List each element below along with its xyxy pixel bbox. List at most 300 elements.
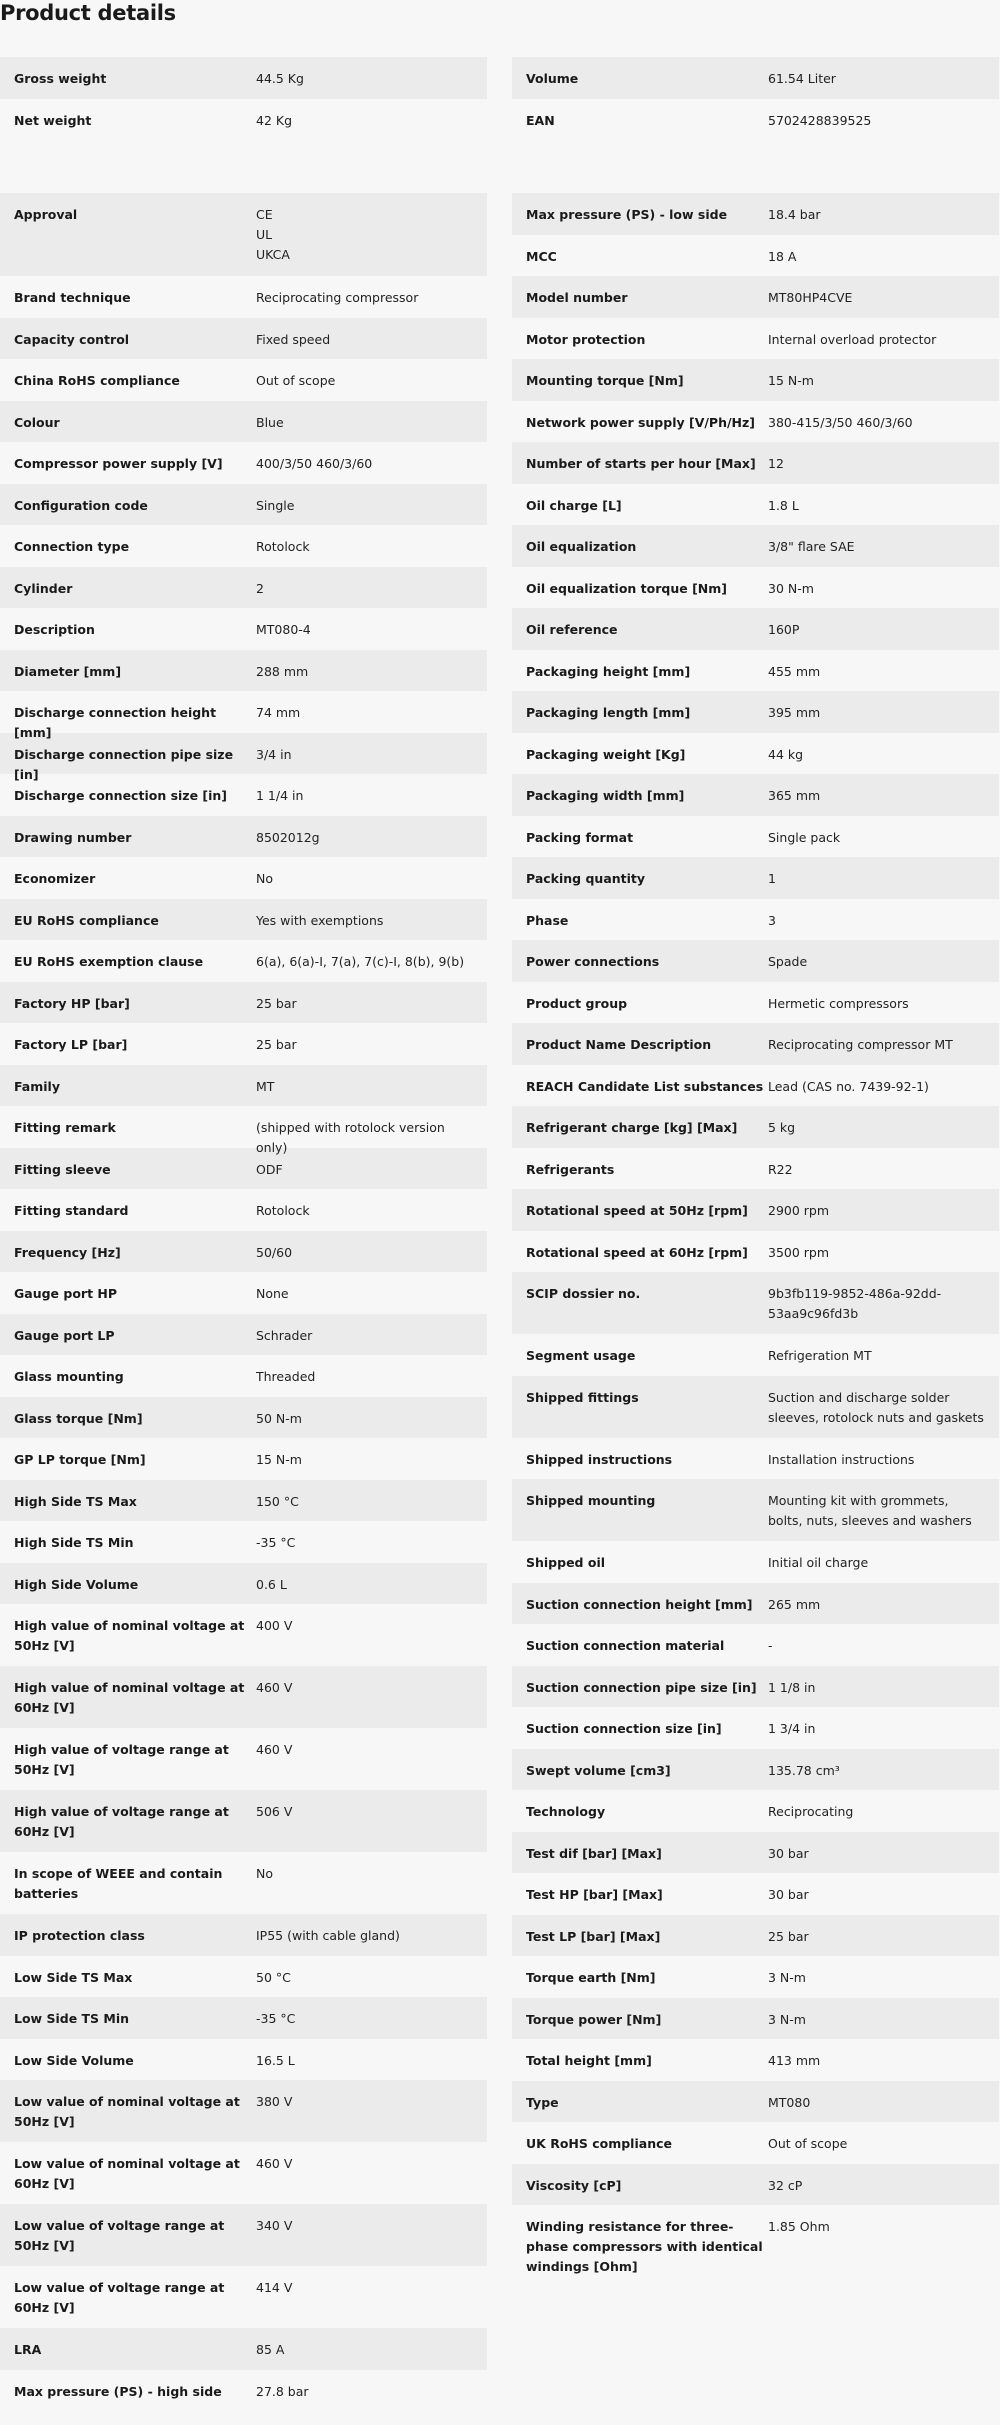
- spec-row: [512, 1915, 999, 1957]
- spec-value: MT080: [768, 2094, 811, 2110]
- spec-value: Refrigeration MT: [768, 1348, 872, 1363]
- spec-row: [512, 857, 999, 899]
- spec-label: LRA: [14, 2342, 42, 2357]
- spec-label: Technology: [526, 1804, 606, 1819]
- spec-value: ODF: [256, 1161, 283, 1177]
- spec-value: 265 mm: [768, 1596, 821, 1612]
- spec-label: China RoHS compliance: [14, 373, 180, 388]
- spec-label: Total height [mm]: [526, 2053, 652, 2068]
- spec-value: 32 cP: [768, 2177, 803, 2193]
- spec-value: Initial oil charge: [768, 1555, 869, 1570]
- spec-value: Rotolock: [256, 539, 310, 554]
- spec-row: [0, 525, 487, 567]
- spec-value: 1 3/4 in: [768, 1721, 816, 1736]
- spec-value: 460 V: [256, 1742, 293, 1757]
- spec-row: [512, 1479, 999, 1541]
- spec-row: [0, 982, 487, 1024]
- spec-value: Out of scope: [256, 373, 336, 388]
- spec-row: [512, 899, 999, 941]
- spec-row: [0, 1666, 487, 1728]
- spec-value: 25 bar: [256, 995, 297, 1011]
- spec-row: [512, 1148, 999, 1190]
- spec-value: CE UL UKCA: [256, 207, 290, 262]
- spec-label: Oil equalization: [526, 539, 637, 554]
- spec-value: 413 mm: [768, 2053, 821, 2068]
- spec-value: Threaded: [256, 1369, 316, 1384]
- spec-row: [512, 525, 999, 567]
- spec-label: Glass mounting: [14, 1369, 124, 1384]
- spec-label: Glass torque [Nm]: [14, 1410, 143, 1426]
- spec-value: 30 bar: [768, 1845, 809, 1861]
- spec-label: SCIP dossier no.: [526, 1286, 641, 1301]
- spec-row: [0, 1272, 487, 1314]
- spec-value: 150 °C: [256, 1493, 299, 1509]
- spec-value: -: [768, 1638, 773, 1653]
- spec-label: High Side TS Max: [14, 1493, 137, 1509]
- spec-label: Frequency [Hz]: [14, 1244, 121, 1260]
- spec-value: Spade: [768, 954, 808, 969]
- spec-value: 455 mm: [768, 663, 821, 679]
- spec-label: Connection type: [14, 539, 130, 554]
- spec-row: [0, 1023, 487, 1065]
- spec-row: [0, 857, 487, 899]
- spec-label: Product group: [526, 995, 628, 1011]
- spec-label: Rotational speed at 60Hz [rpm]: [526, 1244, 748, 1260]
- spec-value: 12: [768, 456, 784, 471]
- spec-value: Lead (CAS no. 7439-92-1): [768, 1078, 929, 1094]
- spec-label: Packaging width [mm]: [526, 788, 685, 803]
- spec-row: [0, 401, 487, 443]
- spec-value: None: [256, 1286, 289, 1301]
- spec-label: Network power supply [V/Ph/Hz]: [526, 414, 756, 430]
- spec-value: MT80HP4CVE: [768, 290, 853, 305]
- spec-row: [512, 691, 999, 733]
- spec-label: Shipped oil: [526, 1555, 606, 1570]
- spec-label: Family: [14, 1078, 60, 1094]
- spec-row: [512, 816, 999, 858]
- spec-row: [512, 1376, 999, 1438]
- spec-row: [0, 1314, 487, 1356]
- top-right-table: [512, 57, 999, 140]
- spec-value: 44.5 Kg: [256, 71, 304, 86]
- spec-value: 160P: [768, 622, 800, 637]
- spec-label: Capacity control: [14, 331, 130, 347]
- spec-value: 1 1/8 in: [768, 1679, 816, 1695]
- spec-row: [0, 1438, 487, 1480]
- spec-label: GP LP torque [Nm]: [14, 1452, 146, 1467]
- spec-row: [0, 359, 487, 401]
- spec-value: 1: [768, 871, 776, 886]
- main-right-table: [512, 193, 999, 2288]
- spec-label: Brand technique: [14, 290, 131, 305]
- spec-value: Rotolock: [256, 1203, 310, 1218]
- spec-value: 18.4 bar: [768, 207, 821, 222]
- spec-value: 61.54 Liter: [768, 71, 836, 86]
- spec-value: 30 bar: [768, 1887, 809, 1902]
- spec-value: 85 A: [256, 2342, 285, 2357]
- spec-label: Approval: [14, 207, 78, 222]
- spec-row: [0, 1521, 487, 1563]
- spec-label: High value of voltage range at 60Hz [V]: [14, 1804, 229, 1839]
- spec-row: [0, 318, 487, 360]
- spec-label: Test HP [bar] [Max]: [526, 1887, 663, 1902]
- spec-value: 506 V: [256, 1804, 293, 1819]
- spec-row: [0, 57, 487, 99]
- spec-label: Type: [526, 2094, 559, 2110]
- spec-value: 50 °C: [256, 1969, 291, 1985]
- spec-label: Oil charge [L]: [526, 497, 622, 513]
- spec-row: [512, 1790, 999, 1832]
- spec-value: Internal overload protector: [768, 331, 937, 347]
- spec-label: Low Side Volume: [14, 2052, 134, 2068]
- spec-row: [0, 484, 487, 526]
- spec-row: [512, 1023, 999, 1065]
- spec-row: [512, 1998, 999, 2040]
- spec-label: Product Name Description: [526, 1037, 712, 1052]
- spec-label: Drawing number: [14, 829, 132, 845]
- spec-row: [512, 982, 999, 1024]
- spec-value: 25 bar: [768, 1928, 809, 1944]
- spec-label: EU RoHS compliance: [14, 912, 159, 928]
- spec-label: UK RoHS compliance: [526, 2136, 672, 2151]
- spec-row: [0, 1231, 487, 1273]
- spec-value: No: [256, 871, 273, 886]
- spec-value: 460 V: [256, 2156, 293, 2171]
- spec-value: 2: [256, 580, 264, 596]
- spec-label: Suction connection size [in]: [526, 1721, 722, 1736]
- spec-label: Max pressure (PS) - low side: [526, 207, 728, 222]
- spec-value: 44 kg: [768, 746, 804, 762]
- spec-row: [512, 567, 999, 609]
- spec-value: 1 1/4 in: [256, 788, 304, 803]
- spec-label: Model number: [526, 290, 628, 305]
- spec-label: Packing format: [526, 829, 634, 845]
- spec-row: [0, 1997, 487, 2039]
- spec-row: [512, 2122, 999, 2164]
- spec-value: 8502012g: [256, 829, 320, 845]
- spec-label: Test LP [bar] [Max]: [526, 1928, 661, 1944]
- spec-label: Rotational speed at 50Hz [rpm]: [526, 1203, 748, 1218]
- spec-value: Fixed speed: [256, 331, 331, 347]
- spec-row: [0, 608, 487, 650]
- spec-value: 74 mm: [256, 705, 301, 720]
- spec-value: 1.85 Ohm: [768, 2219, 830, 2234]
- spec-label: Mounting torque [Nm]: [526, 373, 684, 388]
- spec-label: Refrigerant charge [kg] [Max]: [526, 1120, 738, 1135]
- spec-row: [0, 899, 487, 941]
- spec-value: 3/8" flare SAE: [768, 539, 855, 554]
- spec-label: Shipped instructions: [526, 1451, 673, 1467]
- spec-label: Description: [14, 622, 95, 637]
- spec-value: MT080-4: [256, 622, 311, 637]
- spec-label: Packing quantity: [526, 871, 646, 886]
- spec-label: Cylinder: [14, 580, 73, 596]
- spec-label: Gauge port LP: [14, 1327, 115, 1343]
- spec-row: [512, 2205, 999, 2288]
- spec-row: [0, 2266, 487, 2328]
- spec-label: Packaging height [mm]: [526, 663, 691, 679]
- spec-row: [512, 1438, 999, 1480]
- spec-value: 16.5 L: [256, 2052, 295, 2068]
- spec-row: [512, 733, 999, 775]
- spec-value: 135.78 cm³: [768, 1762, 840, 1778]
- spec-row: [0, 2142, 487, 2204]
- spec-label: Low value of voltage range at 60Hz [V]: [14, 2280, 225, 2315]
- spec-label: Volume: [526, 71, 579, 86]
- spec-label: Torque power [Nm]: [526, 2011, 662, 2027]
- spec-label: Viscosity [cP]: [526, 2177, 622, 2193]
- spec-row: [0, 2080, 487, 2142]
- spec-label: High value of voltage range at 50Hz [V]: [14, 1742, 229, 1777]
- spec-label: High value of nominal voltage at 50Hz [V]: [14, 1618, 245, 1653]
- spec-row: [0, 2039, 487, 2081]
- spec-row: [0, 2328, 487, 2370]
- spec-value: IP55 (with cable gland): [256, 1928, 400, 1943]
- spec-label: MCC: [526, 248, 557, 264]
- spec-row: [0, 99, 487, 141]
- spec-row: [512, 442, 999, 484]
- spec-value: 27.8 bar: [256, 2383, 309, 2399]
- spec-label: Low value of voltage range at 50Hz [V]: [14, 2218, 225, 2253]
- spec-row: [0, 1480, 487, 1522]
- spec-row: [512, 1541, 999, 1583]
- spec-value: 1.8 L: [768, 497, 799, 513]
- spec-row: [0, 816, 487, 858]
- spec-label: Low value of nominal voltage at 60Hz [V]: [14, 2156, 240, 2191]
- spec-value: 42 Kg: [256, 112, 293, 128]
- spec-label: Power connections: [526, 954, 660, 969]
- spec-value: (shipped with rotolock version only): [256, 1120, 445, 1155]
- spec-label: Gauge port HP: [14, 1286, 118, 1301]
- spec-value: MT: [256, 1078, 275, 1094]
- spec-row: [0, 276, 487, 318]
- spec-row: [512, 1189, 999, 1231]
- spec-value: 395 mm: [768, 705, 821, 720]
- spec-row: [512, 193, 999, 235]
- spec-row: [0, 1106, 487, 1155]
- spec-value: Out of scope: [768, 2136, 848, 2151]
- spec-value: 3: [768, 912, 776, 928]
- spec-label: Net weight: [14, 112, 92, 128]
- spec-label: In scope of WEEE and contain batteries: [14, 1866, 223, 1901]
- spec-label: Suction connection pipe size [in]: [526, 1679, 757, 1695]
- spec-value: 3500 rpm: [768, 1244, 830, 1260]
- spec-label: Winding resistance for three-phase compressors with identical windings [Ohm]: [526, 2219, 763, 2274]
- main-left-table: [0, 193, 487, 2411]
- spec-label: Low value of nominal voltage at 50Hz [V]: [14, 2094, 240, 2129]
- spec-row: [0, 193, 487, 276]
- spec-row: [512, 1583, 999, 1625]
- spec-label: Configuration code: [14, 497, 148, 513]
- spec-row: [512, 1106, 999, 1148]
- spec-row: [0, 1397, 487, 1439]
- spec-value: 25 bar: [256, 1037, 297, 1052]
- spec-row: [512, 1334, 999, 1376]
- spec-row: [0, 1914, 487, 1956]
- spec-value: 9b3fb119-9852-486a-92dd-53aa9c96fd3b: [768, 1286, 942, 1321]
- spec-row: [0, 1790, 487, 1852]
- spec-value: Yes with exemptions: [256, 912, 384, 928]
- spec-value: 50 N-m: [256, 1410, 302, 1426]
- spec-label: Motor protection: [526, 331, 646, 347]
- spec-row: [0, 940, 487, 982]
- spec-row: [512, 1956, 999, 1998]
- spec-label: Packaging length [mm]: [526, 705, 691, 720]
- spec-row: [512, 1666, 999, 1708]
- spec-label: Discharge connection size [in]: [14, 788, 228, 803]
- spec-row: [0, 1563, 487, 1605]
- spec-label: Fitting remark: [14, 1120, 116, 1135]
- spec-row: [512, 99, 999, 141]
- spec-row: [512, 608, 999, 650]
- spec-label: Phase: [526, 912, 569, 928]
- spec-label: Suction connection height [mm]: [526, 1596, 753, 1612]
- spec-value: Blue: [256, 414, 284, 430]
- spec-value: 50/60: [256, 1244, 293, 1260]
- spec-row: [512, 484, 999, 526]
- spec-value: -35 °C: [256, 2011, 296, 2026]
- spec-row: [0, 1065, 487, 1107]
- spec-value: R22: [768, 1161, 793, 1177]
- spec-value: 288 mm: [256, 663, 309, 679]
- spec-row: [0, 1728, 487, 1790]
- spec-value: -35 °C: [256, 1535, 296, 1550]
- spec-label: Colour: [14, 414, 60, 430]
- spec-value: 414 V: [256, 2280, 293, 2295]
- spec-row: [0, 1189, 487, 1231]
- spec-value: Installation instructions: [768, 1451, 915, 1467]
- spec-row: [0, 1604, 487, 1666]
- top-left-table: [0, 57, 487, 140]
- spec-label: Shipped fittings: [526, 1389, 639, 1405]
- spec-label: Factory LP [bar]: [14, 1037, 128, 1052]
- spec-value: Hermetic compressors: [768, 995, 909, 1011]
- spec-value: 400 V: [256, 1618, 293, 1633]
- spec-row: [512, 359, 999, 401]
- spec-value: 15 N-m: [256, 1452, 302, 1467]
- spec-label: Fitting sleeve: [14, 1161, 111, 1177]
- spec-row: [512, 774, 999, 816]
- spec-label: Factory HP [bar]: [14, 995, 130, 1011]
- spec-row: [0, 2204, 487, 2266]
- spec-label: Oil reference: [526, 622, 618, 637]
- spec-label: Fitting standard: [14, 1203, 129, 1218]
- spec-row: [0, 567, 487, 609]
- spec-value: 365 mm: [768, 788, 821, 803]
- spec-label: Torque earth [Nm]: [526, 1970, 656, 1985]
- spec-row: [512, 276, 999, 318]
- spec-value: 15 N-m: [768, 373, 814, 388]
- spec-value: 2900 rpm: [768, 1203, 830, 1218]
- spec-label: Suction connection material: [526, 1638, 725, 1653]
- spec-label: REACH Candidate List substances: [526, 1078, 764, 1094]
- spec-row: [512, 1832, 999, 1874]
- spec-label: Economizer: [14, 871, 96, 886]
- spec-label: Number of starts per hour [Max]: [526, 456, 756, 471]
- spec-label: Test dif [bar] [Max]: [526, 1845, 662, 1861]
- spec-row: [0, 1355, 487, 1397]
- spec-label: IP protection class: [14, 1928, 145, 1943]
- spec-label: High Side Volume: [14, 1576, 139, 1592]
- spec-value: 340 V: [256, 2218, 293, 2233]
- spec-value: No: [256, 1866, 273, 1881]
- spec-row: [512, 1707, 999, 1749]
- spec-row: [512, 318, 999, 360]
- spec-row: [512, 57, 999, 99]
- spec-label: Discharge connection pipe size [in]: [14, 746, 234, 782]
- spec-value: 5702428839525: [768, 112, 872, 128]
- spec-value: 5 kg: [768, 1120, 796, 1135]
- spec-value: 400/3/50 460/3/60: [256, 456, 373, 471]
- spec-row: [512, 1065, 999, 1107]
- spec-value: 3 N-m: [768, 1970, 806, 1985]
- spec-value: Schrader: [256, 1327, 313, 1343]
- spec-label: Diameter [mm]: [14, 663, 122, 679]
- spec-row: [512, 401, 999, 443]
- spec-row: [0, 691, 487, 740]
- spec-value: Reciprocating compressor MT: [768, 1037, 953, 1052]
- spec-label: Low Side TS Min: [14, 2011, 130, 2026]
- spec-value: Mounting kit with grommets, bolts, nuts, sleeves and washers: [768, 1493, 972, 1528]
- spec-row: [512, 650, 999, 692]
- spec-value: 380-415/3/50 460/3/60: [768, 414, 913, 430]
- spec-row: [0, 1956, 487, 1998]
- spec-label: Compressor power supply [V]: [14, 456, 223, 471]
- spec-row: [512, 940, 999, 982]
- spec-label: Segment usage: [526, 1348, 636, 1363]
- spec-value: Single pack: [768, 829, 841, 845]
- spec-value: Reciprocating: [768, 1804, 854, 1819]
- spec-value: 18 A: [768, 248, 797, 264]
- spec-label: Oil equalization torque [Nm]: [526, 580, 728, 596]
- spec-label: Gross weight: [14, 71, 107, 86]
- spec-row: [512, 1272, 999, 1334]
- spec-label: High value of nominal voltage at 60Hz [V]: [14, 1680, 245, 1715]
- spec-label: Swept volume [cm3]: [526, 1762, 671, 1778]
- spec-row: [0, 442, 487, 484]
- spec-row: [0, 650, 487, 692]
- spec-value: 30 N-m: [768, 580, 814, 596]
- spec-row: [512, 2081, 999, 2123]
- spec-value: Suction and discharge solder sleeves, rotolock nuts and gaskets: [768, 1389, 984, 1425]
- spec-value: 460 V: [256, 1680, 293, 1695]
- spec-row: [512, 1231, 999, 1273]
- page-title: Product details: [0, 1, 176, 25]
- spec-value: 6(a), 6(a)-I, 7(a), 7(c)-I, 8(b), 9(b): [256, 954, 465, 969]
- spec-row: [0, 2370, 487, 2412]
- spec-row: [0, 1852, 487, 1914]
- spec-value: Reciprocating compressor: [256, 290, 419, 305]
- spec-row: [512, 235, 999, 277]
- spec-label: Refrigerants: [526, 1161, 615, 1177]
- spec-value: Single: [256, 497, 295, 513]
- spec-row: [512, 2164, 999, 2206]
- spec-row: [512, 1873, 999, 1915]
- spec-row: [512, 1624, 999, 1666]
- spec-label: Packaging weight [Kg]: [526, 746, 686, 762]
- spec-row: [512, 2039, 999, 2081]
- spec-label: Low Side TS Max: [14, 1969, 133, 1985]
- spec-label: Shipped mounting: [526, 1493, 656, 1508]
- spec-label: EAN: [526, 112, 555, 128]
- spec-label: EU RoHS exemption clause: [14, 954, 204, 969]
- spec-value: 380 V: [256, 2094, 293, 2109]
- spec-label: Max pressure (PS) - high side: [14, 2383, 222, 2399]
- spec-label: High Side TS Min: [14, 1535, 134, 1550]
- spec-value: 0.6 L: [256, 1576, 287, 1592]
- spec-value: 3 N-m: [768, 2011, 806, 2027]
- spec-row: [512, 1749, 999, 1791]
